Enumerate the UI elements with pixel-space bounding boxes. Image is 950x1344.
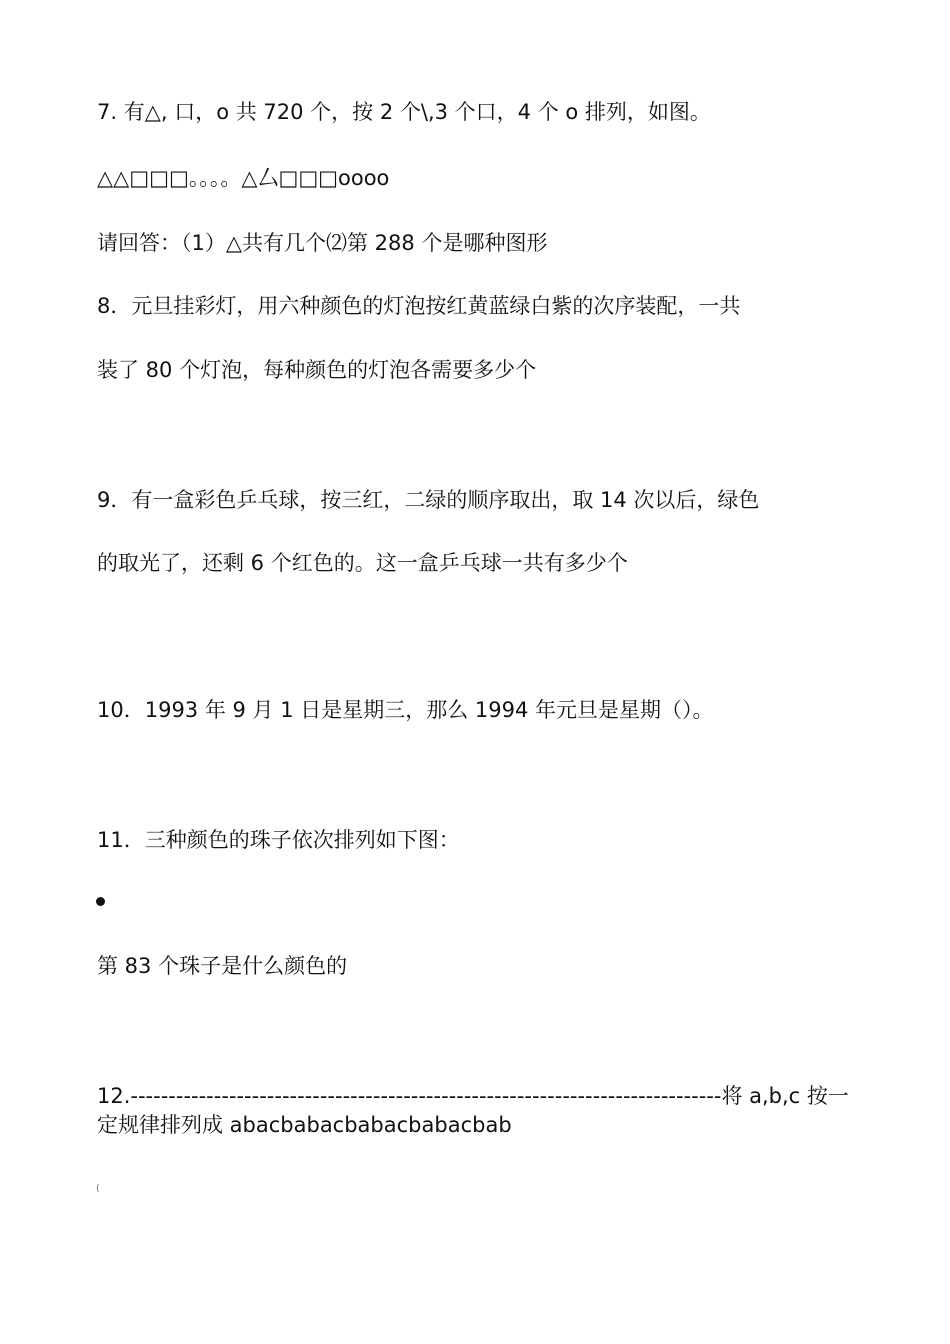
question-9-line-1: 9．有一盒彩色乒乓球，按三红，二绿的顺序取出，取 14 次以后，绿色 [97,488,760,512]
question-11-line-2: 第 83 个珠子是什么颜色的 [97,954,348,978]
question-8-line-1: 8．元旦挂彩灯，用六种颜色的灯泡按红黄蓝绿白紫的次序装配，一共 [97,294,741,318]
question-11-line-1: 11．三种颜色的珠子依次排列如下图： [97,828,460,852]
question-7-prompt: 请回答：（1）△共有几个⑵第 288 个是哪种图形 [97,231,548,255]
question-8-line-2: 装了 80 个灯泡，每种颜色的灯泡各需要多少个 [97,358,537,382]
page-footer-mark: ( [96,1184,100,1194]
question-10: 10．1993 年 9 月 1 日是星期三，那么 1994 年元旦是星期（）。 [97,698,714,722]
question-7-line-1: 7. 有△, 口，o 共 720 个，按 2 个\,3 个口，4 个 o 排列，如图。 [97,100,711,124]
question-9-line-2: 的取光了，还剩 6 个红色的。这一盒乒乓球一共有多少个 [97,551,628,575]
bead-bullet-icon [96,897,105,906]
question-7-shape-sequence: △△□□□。。。。△厶□□□oooo [97,166,390,190]
question-12: 12.------------------------------------------------------------------------------将 a,b,c 按一定规律排列成 abacbabacbabacbabacbab [97,1084,849,1137]
